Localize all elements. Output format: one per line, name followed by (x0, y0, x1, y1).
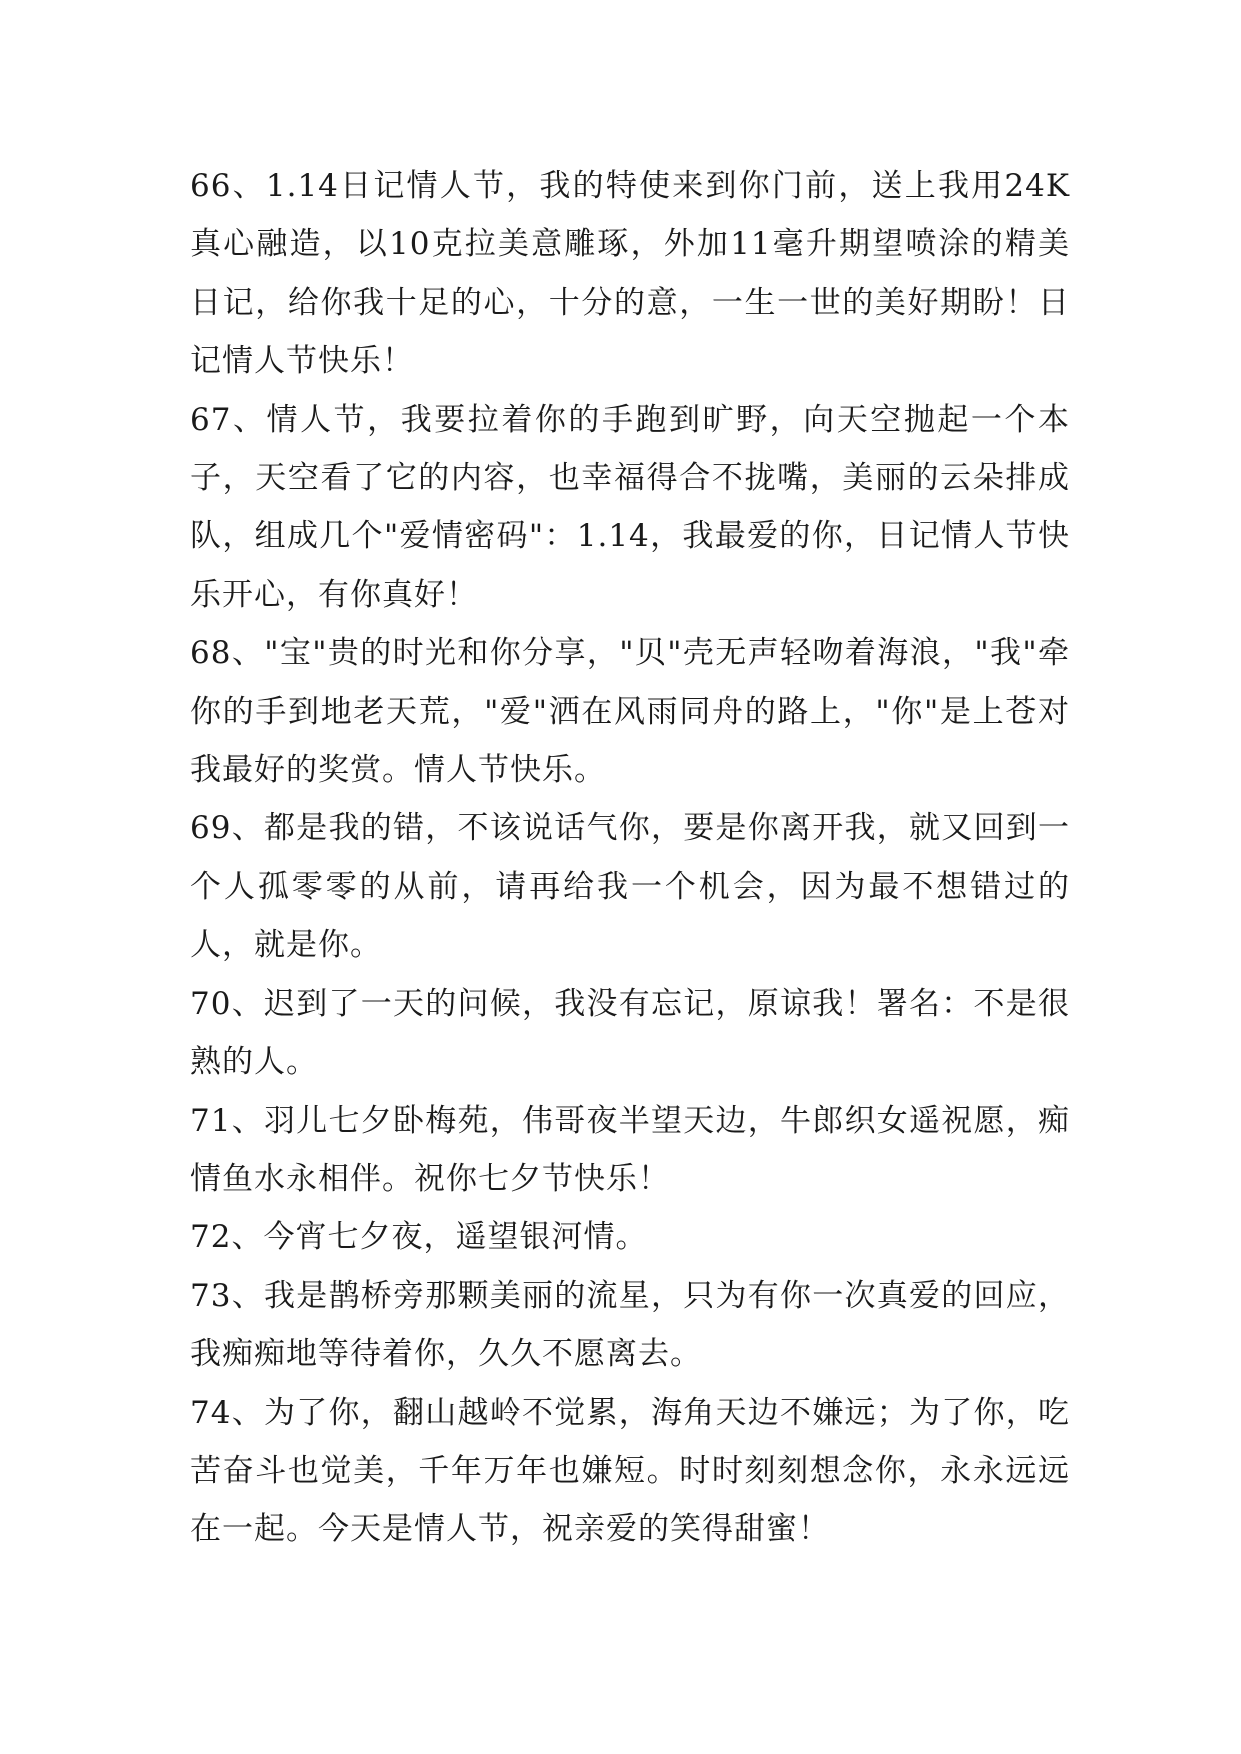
entry-71: 71、羽儿七夕卧梅苑，伟哥夜半望天边，牛郎织女遥祝愿，痴情鱼水永相伴。祝你七夕节快乐！ (190, 1102, 1070, 1197)
entry-68: 68、"宝"贵的时光和你分享，"贝"壳无声轻吻着海浪，"我"牵你的手到地老天荒，"爱"洒在风雨同舟的路上，"你"是上苍对我最好的奖赏。情人节快乐。 (190, 635, 1070, 789)
entry-67: 67、情人节，我要拉着你的手跑到旷野，向天空抛起一个本子，天空看了它的内容，也幸福得合不拢嘴，美丽的云朵排成队，组成几个"爱情密码"：1.14，我最爱的你，日记情人节快乐开心，有你真好！ (190, 401, 1070, 613)
entry-66: 66、1.14日记情人节，我的特使来到你门前，送上我用24K真心融造，以10克拉美意雕琢，外加11毫升期望喷涂的精美日记，给你我十足的心，十分的意，一生一世的美好期盼！日记情人节快乐！ (190, 168, 1070, 380)
entry-74: 74、为了你，翻山越岭不觉累，海角天边不嫌远；为了你，吃苦奋斗也觉美，千年万年也嫌短。时时刻刻想念你，永永远远在一起。今天是情人节，祝亲爱的笑得甜蜜！ (190, 1394, 1070, 1548)
document-body (190, 157, 1070, 1559)
entry-72: 72、今宵七夕夜，遥望银河情。 (190, 1219, 648, 1256)
entry-69: 69、都是我的错，不该说话气你，要是你离开我，就又回到一个人孤零零的从前，请再给我一个机会，因为最不想错过的人，就是你。 (190, 810, 1070, 964)
entry-73: 73、我是鹊桥旁那颗美丽的流星，只为有你一次真爱的回应，我痴痴地等待着你，久久不愿离去。 (190, 1277, 1070, 1373)
entry-70: 70、迟到了一天的问候，我没有忘记，原谅我！署名：不是很熟的人。 (190, 985, 1070, 1081)
